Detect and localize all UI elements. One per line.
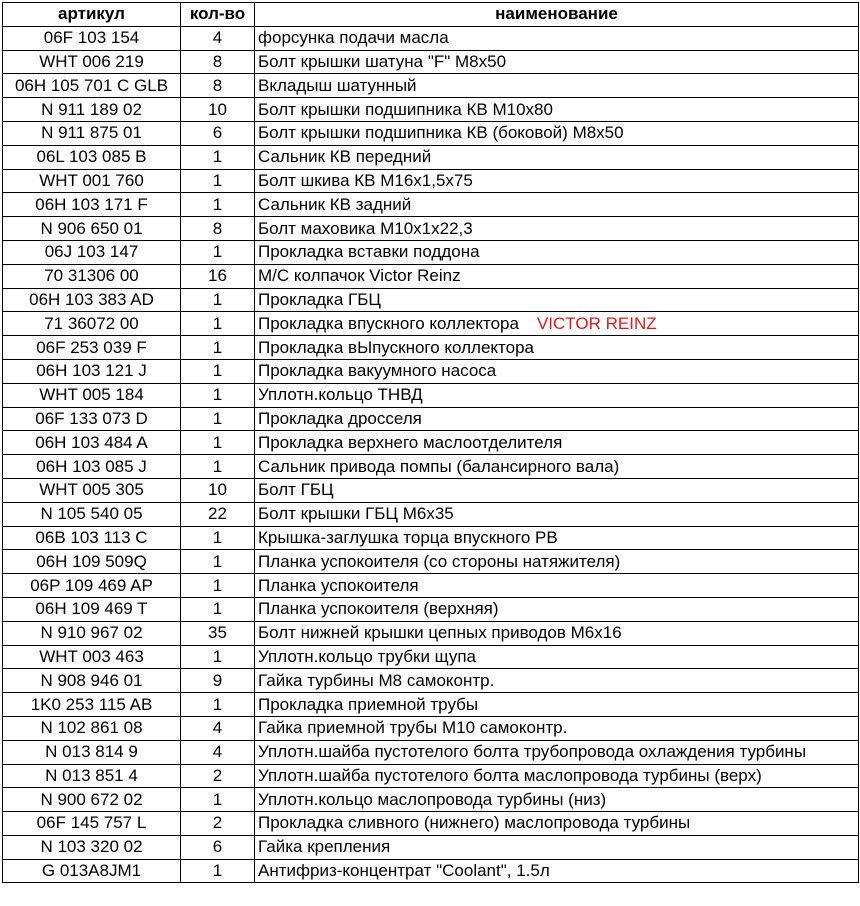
table-row bbox=[3, 26, 859, 50]
name-cell bbox=[255, 788, 859, 812]
qty-cell-text: 16 bbox=[208, 266, 227, 286]
article-cell bbox=[3, 359, 181, 383]
qty-cell bbox=[181, 502, 255, 526]
name-cell-text: Болт крышки шатуна "F" M8x50 bbox=[258, 51, 507, 71]
article-cell-text: N 911 875 01 bbox=[41, 123, 142, 143]
name-cell-text: Уплотн.шайба пустотелого болта маслопровода турбины (верх) bbox=[258, 765, 762, 785]
name-cell bbox=[255, 121, 859, 145]
article-cell bbox=[3, 145, 181, 169]
article-cell bbox=[3, 431, 181, 455]
qty-cell bbox=[181, 121, 255, 145]
table-row bbox=[3, 407, 859, 431]
table-row bbox=[3, 740, 859, 764]
name-cell bbox=[255, 621, 859, 645]
article-cell-text: N 900 672 02 bbox=[40, 789, 143, 809]
name-cell-text: Планка успокоителя bbox=[258, 575, 419, 595]
qty-cell bbox=[181, 74, 255, 98]
qty-cell bbox=[181, 383, 255, 407]
name-cell bbox=[255, 312, 859, 336]
article-cell bbox=[3, 740, 181, 764]
article-cell bbox=[3, 336, 181, 360]
name-cell-text: Прокладка вставки поддона bbox=[258, 242, 480, 262]
article-cell-text: WHT 005 305 bbox=[39, 480, 144, 500]
table-row bbox=[3, 383, 859, 407]
name-cell-text: Сальник привода помпы (балансирного вала) bbox=[258, 456, 620, 476]
name-cell bbox=[255, 359, 859, 383]
header-article: артикул bbox=[3, 3, 181, 27]
name-cell bbox=[255, 455, 859, 479]
article-cell-text: N 910 967 02 bbox=[40, 623, 143, 643]
table-row bbox=[3, 74, 859, 98]
qty-cell-text: 1 bbox=[212, 361, 223, 381]
name-cell-text: Антифриз-концентрат "Coolant", 1.5л bbox=[258, 861, 550, 881]
qty-cell-text: 1 bbox=[212, 337, 223, 357]
name-cell bbox=[255, 145, 859, 169]
table-row bbox=[3, 98, 859, 122]
table-row bbox=[3, 788, 859, 812]
article-cell bbox=[3, 526, 181, 550]
name-cell bbox=[255, 502, 859, 526]
qty-cell bbox=[181, 145, 255, 169]
qty-cell bbox=[181, 764, 255, 788]
name-cell bbox=[255, 240, 859, 264]
article-cell bbox=[3, 621, 181, 645]
table-row bbox=[3, 169, 859, 193]
qty-cell bbox=[181, 574, 255, 598]
qty-cell-text: 1 bbox=[212, 194, 223, 214]
name-cell bbox=[255, 217, 859, 241]
name-cell-text: Уплотн.кольцо маслопровода турбины (низ) bbox=[258, 789, 607, 809]
qty-cell-text: 1 bbox=[212, 646, 223, 666]
name-cell-text: Прокладка впускного коллектора bbox=[258, 313, 519, 333]
article-cell-text: 06H 103 383 AD bbox=[29, 289, 154, 309]
qty-cell bbox=[181, 550, 255, 574]
brand-note: VICTOR REINZ bbox=[536, 313, 657, 333]
name-cell-text: форсунка подачи масла bbox=[258, 28, 449, 48]
article-cell-text: WHT 005 184 bbox=[39, 385, 144, 405]
name-cell bbox=[255, 645, 859, 669]
qty-cell-text: 1 bbox=[212, 147, 223, 167]
article-cell-text: 06J 103 147 bbox=[44, 242, 139, 262]
parts-table bbox=[2, 2, 859, 883]
qty-cell bbox=[181, 478, 255, 502]
qty-cell-text: 1 bbox=[212, 575, 223, 595]
name-cell-text: Гайка крепления bbox=[258, 837, 391, 857]
qty-cell-text: 1 bbox=[212, 385, 223, 405]
qty-cell-text: 4 bbox=[212, 718, 223, 738]
table-row bbox=[3, 597, 859, 621]
qty-cell bbox=[181, 431, 255, 455]
article-cell bbox=[3, 264, 181, 288]
name-cell bbox=[255, 574, 859, 598]
article-cell-text: 06H 103 121 J bbox=[36, 361, 147, 381]
qty-cell bbox=[181, 835, 255, 859]
qty-cell bbox=[181, 50, 255, 74]
qty-cell bbox=[181, 240, 255, 264]
article-cell bbox=[3, 455, 181, 479]
table-row bbox=[3, 574, 859, 598]
qty-cell-text: 1 bbox=[212, 170, 223, 190]
article-cell bbox=[3, 217, 181, 241]
qty-cell bbox=[181, 693, 255, 717]
table-row bbox=[3, 478, 859, 502]
qty-cell-text: 6 bbox=[212, 837, 223, 857]
name-cell-text: Сальник КВ передний bbox=[258, 147, 432, 167]
name-cell-text: Сальник КВ задний bbox=[258, 194, 412, 214]
article-cell-text: 06H 103 085 J bbox=[36, 456, 147, 476]
table-row bbox=[3, 312, 859, 336]
table-row bbox=[3, 621, 859, 645]
article-cell bbox=[3, 788, 181, 812]
qty-cell bbox=[181, 526, 255, 550]
qty-cell-text: 1 bbox=[212, 408, 223, 428]
header-name: наименование bbox=[255, 3, 859, 27]
qty-cell bbox=[181, 716, 255, 740]
article-cell bbox=[3, 835, 181, 859]
name-cell bbox=[255, 764, 859, 788]
article-cell-text: 71 36072 00 bbox=[44, 313, 139, 333]
article-cell bbox=[3, 312, 181, 336]
qty-cell-text: 1 bbox=[212, 456, 223, 476]
name-cell bbox=[255, 859, 859, 883]
name-cell bbox=[255, 431, 859, 455]
article-cell-text: G 013A8JM1 bbox=[41, 861, 142, 881]
qty-cell-text: 8 bbox=[212, 51, 223, 71]
qty-cell bbox=[181, 597, 255, 621]
article-cell-text: WHT 001 760 bbox=[39, 170, 144, 190]
name-cell bbox=[255, 288, 859, 312]
article-cell-text: N 102 861 08 bbox=[40, 718, 143, 738]
table-row bbox=[3, 502, 859, 526]
article-cell-text: 06H 103 484 A bbox=[35, 432, 148, 452]
qty-cell bbox=[181, 193, 255, 217]
qty-cell-text: 1 bbox=[212, 527, 223, 547]
table-row bbox=[3, 336, 859, 360]
table-row bbox=[3, 812, 859, 836]
header-qty: кол-во bbox=[181, 3, 255, 27]
article-cell bbox=[3, 383, 181, 407]
article-cell-text: 06H 105 701 C GLB bbox=[14, 75, 169, 95]
article-cell-text: 06B 103 113 C bbox=[35, 527, 148, 547]
article-cell-text: N 906 650 01 bbox=[40, 218, 143, 238]
name-cell-text: Гайка турбины M8 самоконтр. bbox=[258, 670, 495, 690]
table-row bbox=[3, 835, 859, 859]
article-cell bbox=[3, 669, 181, 693]
name-cell bbox=[255, 526, 859, 550]
name-cell bbox=[255, 264, 859, 288]
qty-cell-text: 1 bbox=[212, 861, 223, 881]
table-row bbox=[3, 50, 859, 74]
article-cell bbox=[3, 407, 181, 431]
qty-cell-text: 9 bbox=[212, 670, 223, 690]
table-row bbox=[3, 217, 859, 241]
qty-cell bbox=[181, 264, 255, 288]
qty-cell bbox=[181, 645, 255, 669]
name-cell-text: М/С колпачок Victor Reinz bbox=[258, 266, 461, 286]
name-cell bbox=[255, 98, 859, 122]
name-cell-text: Планка успокоителя (верхняя) bbox=[258, 599, 499, 619]
qty-cell-text: 1 bbox=[212, 313, 223, 333]
name-cell-text: Прокладка приемной трубы bbox=[258, 694, 479, 714]
name-cell-text: Прокладка сливного (нижнего) маслопровода турбины bbox=[258, 813, 691, 833]
qty-cell bbox=[181, 669, 255, 693]
qty-cell-text: 1 bbox=[212, 551, 223, 571]
name-cell bbox=[255, 669, 859, 693]
qty-cell bbox=[181, 98, 255, 122]
qty-cell-text: 1 bbox=[212, 694, 223, 714]
name-cell bbox=[255, 716, 859, 740]
qty-cell-text: 22 bbox=[208, 504, 227, 524]
qty-cell-text: 4 bbox=[212, 742, 223, 762]
table-row bbox=[3, 859, 859, 883]
article-cell-text: 06L 103 085 B bbox=[36, 147, 147, 167]
article-cell-text: N 013 814 9 bbox=[45, 742, 138, 762]
qty-cell bbox=[181, 812, 255, 836]
name-cell-text: Болт крышки ГБЦ M6x35 bbox=[258, 504, 454, 524]
qty-cell-text: 35 bbox=[208, 623, 227, 643]
article-cell-text: 06F 133 073 D bbox=[35, 408, 148, 428]
name-cell bbox=[255, 74, 859, 98]
qty-cell-text: 6 bbox=[212, 123, 223, 143]
qty-cell-text: 1 bbox=[212, 432, 223, 452]
article-cell bbox=[3, 645, 181, 669]
qty-cell-text: 2 bbox=[212, 765, 223, 785]
article-cell-text: 06P 109 469 AP bbox=[30, 575, 153, 595]
article-cell bbox=[3, 98, 181, 122]
article-cell-text: 06H 103 171 F bbox=[35, 194, 148, 214]
qty-cell bbox=[181, 740, 255, 764]
table-row bbox=[3, 121, 859, 145]
qty-cell bbox=[181, 621, 255, 645]
table-row bbox=[3, 669, 859, 693]
article-cell-text: N 103 320 02 bbox=[40, 837, 143, 857]
article-cell bbox=[3, 859, 181, 883]
qty-cell-text: 1 bbox=[212, 789, 223, 809]
name-cell-text: Прокладка верхнего маслоотделителя bbox=[258, 432, 563, 452]
header-row bbox=[3, 3, 859, 27]
article-cell bbox=[3, 240, 181, 264]
name-cell bbox=[255, 812, 859, 836]
qty-cell-text: 10 bbox=[208, 99, 227, 119]
table-row bbox=[3, 145, 859, 169]
qty-cell-text: 8 bbox=[212, 218, 223, 238]
name-cell bbox=[255, 835, 859, 859]
name-cell-text: Прокладка вЫпускного коллектора bbox=[258, 337, 535, 357]
name-cell bbox=[255, 26, 859, 50]
qty-cell-text: 8 bbox=[212, 75, 223, 95]
qty-cell bbox=[181, 788, 255, 812]
name-cell-text: Вкладыш шатунный bbox=[258, 75, 417, 95]
article-cell-text: WHT 003 463 bbox=[39, 646, 144, 666]
article-cell bbox=[3, 288, 181, 312]
name-cell-text: Прокладка ГБЦ bbox=[258, 289, 381, 309]
name-cell-text: Болт нижней крышки цепных приводов M6x16 bbox=[258, 623, 622, 643]
table-row bbox=[3, 264, 859, 288]
article-cell-text: 06H 109 469 T bbox=[35, 599, 148, 619]
article-cell bbox=[3, 193, 181, 217]
article-cell-text: 06F 253 039 F bbox=[36, 337, 147, 357]
name-cell-text: Прокладка вакуумного насоса bbox=[258, 361, 497, 381]
qty-cell bbox=[181, 312, 255, 336]
article-cell bbox=[3, 169, 181, 193]
qty-cell bbox=[181, 288, 255, 312]
article-cell-text: WHT 006 219 bbox=[39, 51, 144, 71]
article-cell-text: 06H 109 509Q bbox=[36, 551, 147, 571]
name-cell bbox=[255, 550, 859, 574]
qty-cell bbox=[181, 359, 255, 383]
article-cell bbox=[3, 550, 181, 574]
article-cell bbox=[3, 502, 181, 526]
name-cell bbox=[255, 693, 859, 717]
name-cell-text: Болт шкива КВ M16x1,5x75 bbox=[258, 170, 473, 190]
name-cell-text: Гайка приемной трубы M10 самоконтр. bbox=[258, 718, 568, 738]
name-cell bbox=[255, 597, 859, 621]
name-cell bbox=[255, 336, 859, 360]
name-cell-text: Болт крышки подшипника КВ (боковой) M8x50 bbox=[258, 123, 624, 143]
qty-cell bbox=[181, 455, 255, 479]
article-cell-text: 70 31306 00 bbox=[44, 266, 139, 286]
article-cell bbox=[3, 764, 181, 788]
table-row bbox=[3, 359, 859, 383]
article-cell-text: 06F 145 757 L bbox=[36, 813, 147, 833]
table-row bbox=[3, 455, 859, 479]
qty-cell-text: 4 bbox=[212, 28, 223, 48]
article-cell bbox=[3, 716, 181, 740]
article-cell-text: 06F 103 154 bbox=[43, 28, 140, 48]
name-cell-text: Прокладка дросселя bbox=[258, 408, 422, 428]
name-cell bbox=[255, 407, 859, 431]
qty-cell bbox=[181, 26, 255, 50]
qty-cell bbox=[181, 336, 255, 360]
name-cell-text: Болт маховика M10x1x22,3 bbox=[258, 218, 473, 238]
table-row bbox=[3, 550, 859, 574]
table-row bbox=[3, 716, 859, 740]
qty-cell bbox=[181, 217, 255, 241]
qty-cell bbox=[181, 859, 255, 883]
table-row bbox=[3, 693, 859, 717]
qty-cell-text: 1 bbox=[212, 599, 223, 619]
name-cell bbox=[255, 193, 859, 217]
table-row bbox=[3, 645, 859, 669]
qty-cell-text: 2 bbox=[212, 813, 223, 833]
table-row bbox=[3, 526, 859, 550]
name-cell-text: Болт ГБЦ bbox=[258, 480, 334, 500]
name-cell-text: Планка успокоителя (со стороны натяжителя) bbox=[258, 551, 621, 571]
article-cell-text: N 105 540 05 bbox=[40, 504, 143, 524]
article-cell bbox=[3, 597, 181, 621]
article-cell bbox=[3, 26, 181, 50]
article-cell bbox=[3, 50, 181, 74]
article-cell bbox=[3, 812, 181, 836]
name-cell bbox=[255, 478, 859, 502]
article-cell-text: N 013 851 4 bbox=[45, 765, 138, 785]
qty-cell-text: 1 bbox=[212, 242, 223, 262]
table-row bbox=[3, 431, 859, 455]
article-cell-text: N 911 189 02 bbox=[41, 99, 142, 119]
article-cell bbox=[3, 478, 181, 502]
qty-cell-text: 1 bbox=[212, 289, 223, 309]
qty-cell bbox=[181, 169, 255, 193]
name-cell-text: Уплотн.шайба пустотелого болта трубопровода охлаждения турбины bbox=[258, 742, 807, 762]
article-cell bbox=[3, 121, 181, 145]
name-cell bbox=[255, 50, 859, 74]
name-cell-text: Уплотн.кольцо ТНВД bbox=[258, 385, 423, 405]
table-row bbox=[3, 764, 859, 788]
name-cell-text: Уплотн.кольцо трубки щупа bbox=[258, 646, 477, 666]
article-cell bbox=[3, 693, 181, 717]
article-cell bbox=[3, 574, 181, 598]
name-cell bbox=[255, 169, 859, 193]
article-cell-text: N 908 946 01 bbox=[40, 670, 143, 690]
table-row bbox=[3, 240, 859, 264]
article-cell-text: 1K0 253 115 AB bbox=[30, 694, 153, 714]
table-row bbox=[3, 193, 859, 217]
qty-cell bbox=[181, 407, 255, 431]
article-cell bbox=[3, 74, 181, 98]
table-row bbox=[3, 288, 859, 312]
name-cell-text: Крышка-заглушка торца впускного РВ bbox=[258, 527, 558, 547]
qty-cell-text: 10 bbox=[208, 480, 227, 500]
name-cell-text: Болт крышки подшипника КВ M10x80 bbox=[258, 99, 553, 119]
name-cell bbox=[255, 740, 859, 764]
name-cell bbox=[255, 383, 859, 407]
